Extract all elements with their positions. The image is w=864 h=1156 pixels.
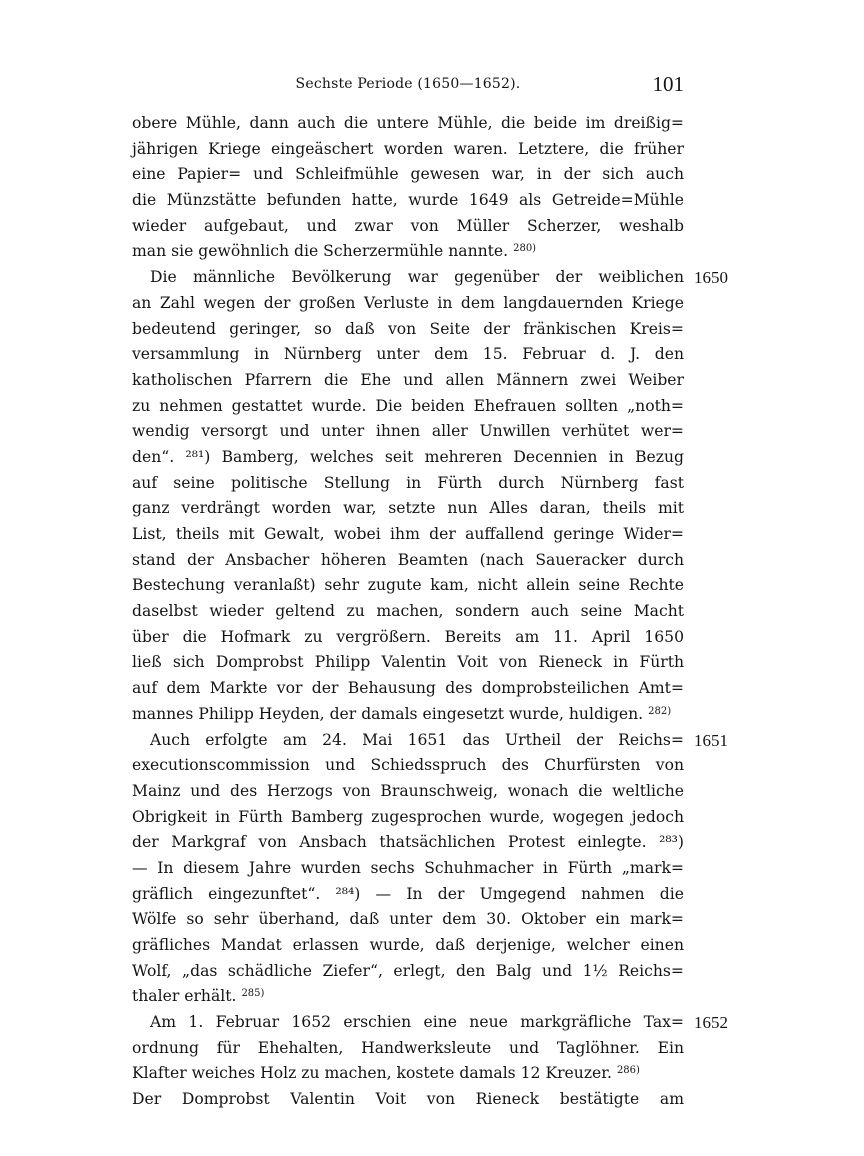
margin-year: 1652 — [694, 1013, 728, 1033]
text-line — [132, 933, 684, 959]
line-text: man sie gewöhnlich die Scherzermühle nannte. — [132, 242, 509, 261]
line-text: gräflich eingezunftet“. ²⁸⁴) — In der Umgegend nahmen die — [132, 884, 684, 903]
text-line — [132, 522, 684, 548]
footnote-ref: 285) — [241, 988, 265, 1000]
line-text: Bestechung veranlaßt) sehr zugute kam, nicht allein seine Rechte — [132, 576, 684, 595]
text-line — [132, 445, 684, 471]
line-text: Am 1. Februar 1652 erschien eine neue markgräfliche Tax= — [150, 1013, 684, 1032]
line-text: executionscommission und Schiedsspruch des Churfürsten von — [132, 756, 684, 775]
text-line — [132, 779, 684, 805]
line-text: Mainz und des Herzogs von Braunschweig, wonach die weltliche — [132, 781, 684, 800]
line-text: mannes Philipp Heyden, der damals eingesetzt wurde, huldigen. — [132, 704, 644, 723]
line-text: ordnung für Ehehalten, Handwerksleute und Taglöhner. Ein — [132, 1038, 684, 1057]
line-text: versammlung in Nürnberg unter dem 15. Februar d. J. den — [132, 345, 684, 364]
text-line — [132, 882, 684, 908]
text-line — [132, 111, 684, 137]
line-text: ließ sich Domprobst Philipp Valentin Voit von Rieneck in Fürth — [132, 653, 684, 672]
line-text: auf dem Markte vor der Behausung des domprobsteilichen Amt= — [132, 679, 684, 698]
text-line — [132, 394, 684, 420]
text-line — [132, 625, 684, 651]
text-line — [132, 907, 684, 933]
text-line — [132, 1061, 684, 1087]
line-text: Obrigkeit in Fürth Bamberg zugesprochen wurde, wogegen jedoch — [132, 807, 684, 826]
line-text: Der Domprobst Valentin Voit von Rieneck bestätigte am — [132, 1090, 684, 1109]
line-text: über die Hofmark zu vergrößern. Bereits am 11. April 1650 — [132, 627, 684, 646]
text-line — [132, 137, 684, 163]
page-number: 101 — [652, 72, 684, 96]
text-line — [132, 291, 684, 317]
body-text — [132, 111, 728, 1113]
text-line — [132, 830, 684, 856]
text-line — [132, 265, 728, 291]
line-text: Wölfe so sehr überhand, daß unter dem 30. Oktober ein mark= — [132, 910, 684, 929]
text-line — [132, 162, 684, 188]
line-text: bedeutend geringer, so daß von Seite der fränkischen Kreis= — [132, 319, 684, 338]
text-line — [132, 548, 684, 574]
text-line — [132, 650, 684, 676]
line-text: eine Papier= und Schleifmühle gewesen war, in der sich auch — [132, 165, 684, 184]
line-text: stand der Ansbacher höheren Beamten (nach Saueracker durch — [132, 550, 684, 569]
line-text: an Zahl wegen der großen Verluste in dem langdauernden Kriege — [132, 293, 684, 312]
text-line — [132, 342, 684, 368]
text-line — [132, 317, 684, 343]
line-text: daselbst wieder geltend zu machen, sondern auch seine Macht — [132, 602, 684, 621]
text-line — [132, 573, 684, 599]
text-line — [132, 805, 684, 831]
text-line — [132, 599, 684, 625]
text-line — [132, 676, 684, 702]
line-text: obere Mühle, dann auch die untere Mühle, die beide im dreißig= — [132, 114, 684, 132]
footnote-ref: 280) — [513, 243, 537, 255]
text-line — [132, 496, 684, 522]
line-text: zu nehmen gestattet wurde. Die beiden Ehefrauen sollten „noth= — [132, 396, 684, 415]
line-text: den“. ²⁸¹) Bamberg, welches seit mehreren Decennien in Bezug — [132, 447, 684, 466]
text-line — [132, 753, 684, 779]
line-text: jährigen Kriege eingeäschert worden waren. Letztere, die früher — [132, 139, 684, 158]
text-line — [132, 984, 684, 1010]
line-text: wendig versorgt und unter ihnen aller Unwillen verhütet wer= — [132, 422, 684, 441]
line-text: die Münzstätte befunden hatte, wurde 1649 als Getreide=Mühle — [132, 191, 684, 210]
text-line — [132, 1010, 728, 1036]
margin-year: 1650 — [694, 268, 728, 288]
text-line — [132, 419, 684, 445]
text-line — [132, 368, 684, 394]
text-line — [132, 702, 684, 728]
text-line — [132, 471, 684, 497]
text-line — [132, 214, 684, 240]
line-text: gräfliches Mandat erlassen wurde, daß derjenige, welcher einen — [132, 936, 684, 954]
running-title: Sechste Periode (1650—1652). — [295, 76, 521, 92]
line-text: auf seine politische Stellung in Fürth durch Nürnberg fast — [132, 473, 684, 492]
running-head — [132, 72, 684, 100]
footnote-ref: 282) — [648, 705, 672, 717]
line-text: Die männliche Bevölkerung war gegenüber der weiblichen — [150, 268, 684, 287]
line-text: List, theils mit Gewalt, wobei ihm der auffallend geringe Wider= — [132, 525, 684, 543]
line-text: der Markgraf von Ansbach thatsächlichen Protest einlegte. ²⁸³) — [132, 833, 684, 852]
footnote-ref: 286) — [616, 1065, 640, 1077]
line-text: Auch erfolgte am 24. Mai 1651 das Urtheil der Reichs= — [150, 730, 684, 749]
text-line — [132, 1087, 684, 1113]
line-text: — In diesem Jahre wurden sechs Schuhmacher in Fürth „mark= — [132, 858, 684, 877]
line-text: ganz verdrängt worden war, setzte nun Alles daran, theils mit — [132, 499, 684, 518]
line-text: katholischen Pfarrern die Ehe und allen Männern zwei Weiber — [132, 370, 684, 389]
text-line — [132, 959, 684, 985]
text-line — [132, 728, 728, 754]
text-line — [132, 856, 684, 882]
text-line — [132, 188, 684, 214]
line-text: Wolf, „das schädliche Ziefer“, erlegt, den Balg und 1½ Reichs= — [132, 961, 684, 980]
line-text: Klafter weiches Holz zu machen, kostete damals 12 Kreuzer. — [132, 1064, 612, 1083]
text-line — [132, 1036, 684, 1062]
line-text: thaler erhält. — [132, 987, 237, 1006]
text-line — [132, 239, 684, 265]
margin-year: 1651 — [694, 730, 728, 750]
line-text: wieder aufgebaut, und zwar von Müller Scherzer, weshalb — [132, 216, 684, 235]
